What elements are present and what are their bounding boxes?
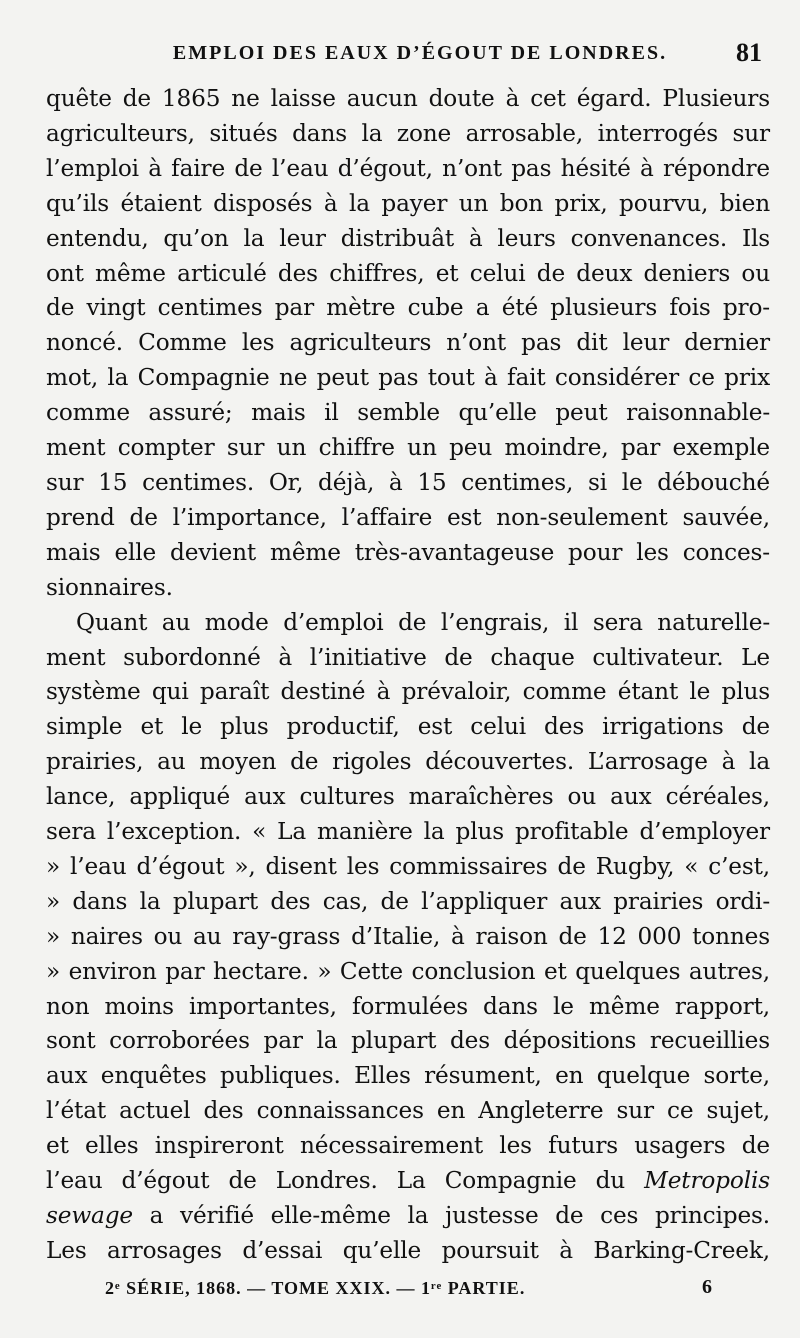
text-line-with-italic [46, 1164, 770, 1199]
text-line: système qui paraît destiné à prévaloir, comme étant le plus [46, 678, 770, 706]
text-line: l’état actuel des connaissances en Angleterre sur ce sujet, [46, 1097, 770, 1125]
page-footer [0, 1276, 800, 1306]
text-line: Quant au mode d’emploi de l’engrais, il sera naturelle- [76, 608, 770, 636]
italic-term-sewage: sewage [46, 1202, 133, 1229]
text-line: » environ par hectare. » Cette conclusion et quelques autres, [46, 957, 770, 985]
running-head [0, 38, 800, 72]
text-line: lance, appliqué aux cultures maraîchères ou aux céréales, [46, 783, 770, 811]
sheet-number: 6 [702, 1276, 712, 1298]
paragraph-continued [46, 82, 770, 606]
page-number: 81 [736, 38, 762, 67]
text-line: sont corroborées par la plupart des dépositions recueillies [46, 1027, 770, 1055]
text-line: qu’ils étaient disposés à la payer un bon prix, pourvu, bien [46, 189, 770, 217]
paragraph-mode-emploi [46, 606, 770, 1269]
text-line: ment subordonné à l’initiative de chaque cultivateur. Le [46, 643, 770, 671]
text-line: non moins importantes, formulées dans le même rapport, [46, 992, 770, 1020]
text-line: » l’eau d’égout », disent les commissaires de Rugby, « c’est, [46, 852, 770, 880]
text-line: ment compter sur un chiffre un peu moindre, par exemple [46, 434, 770, 462]
text-line: Les arrosages d’essai qu’elle poursuit à Barking-Creek, [46, 1236, 770, 1264]
text-line: entendu, qu’on la leur distribuât à leurs convenances. Ils [46, 224, 770, 252]
text-line: sur 15 centimes. Or, déjà, à 15 centimes, si le débouché [46, 468, 770, 496]
text-line: l’emploi à faire de l’eau d’égout, n’ont pas hésité à répondre [46, 154, 770, 182]
text-line: noncé. Comme les agriculteurs n’ont pas dit leur dernier [46, 329, 770, 357]
text-line: » naires ou au ray-grass d’Italie, à raison de 12 000 tonnes [46, 922, 770, 950]
footer-signature: 2ᵉ SÉRIE, 1868. — TOME XXIX. — 1ʳᵉ PARTIE. [105, 1278, 526, 1298]
text-line-with-italic [46, 1199, 770, 1234]
text-line: agriculteurs, situés dans la zone arrosable, interrogés sur [46, 119, 770, 147]
text-segment: l’eau d’égout de Londres. La Compagnie du [46, 1167, 626, 1195]
text-line: aux enquêtes publiques. Elles résument, en quelque sorte, [46, 1062, 770, 1090]
text-line: simple et le plus productif, est celui des irrigations de [46, 713, 770, 741]
text-line: ont même articulé des chiffres, et celui de deux deniers ou [46, 259, 770, 287]
text-line: quête de 1865 ne laisse aucun doute à cet égard. Plusieurs [46, 85, 770, 112]
italic-term-metropolis: Metropolis [644, 1167, 770, 1195]
text-line: sera l’exception. « La manière la plus profitable d’employer [46, 818, 770, 846]
text-line: mot, la Compagnie ne peut pas tout à fait considérer ce prix [46, 364, 770, 392]
text-line: et elles inspireront nécessairement les futurs usagers de [46, 1132, 770, 1160]
text-line: comme assuré; mais il semble qu’elle peut raisonnable- [46, 399, 770, 427]
running-head-title: EMPLOI DES EAUX D’ÉGOUT DE LONDRES. [172, 42, 668, 64]
text-segment: a vérifié elle-même la justesse de ces principes. [149, 1202, 770, 1229]
body-text [46, 82, 770, 1269]
text-line: prend de l’importance, l’affaire est non-seulement sauvée, [46, 503, 770, 531]
text-line: sionnaires. [46, 573, 173, 601]
text-line: de vingt centimes par mètre cube a été plusieurs fois pro- [46, 294, 770, 322]
text-line: » dans la plupart des cas, de l’appliquer aux prairies ordi- [46, 887, 770, 915]
text-line: prairies, au moyen de rigoles découvertes. L’arrosage à la [46, 748, 770, 776]
text-line: mais elle devient même très-avantageuse pour les conces- [46, 538, 770, 566]
